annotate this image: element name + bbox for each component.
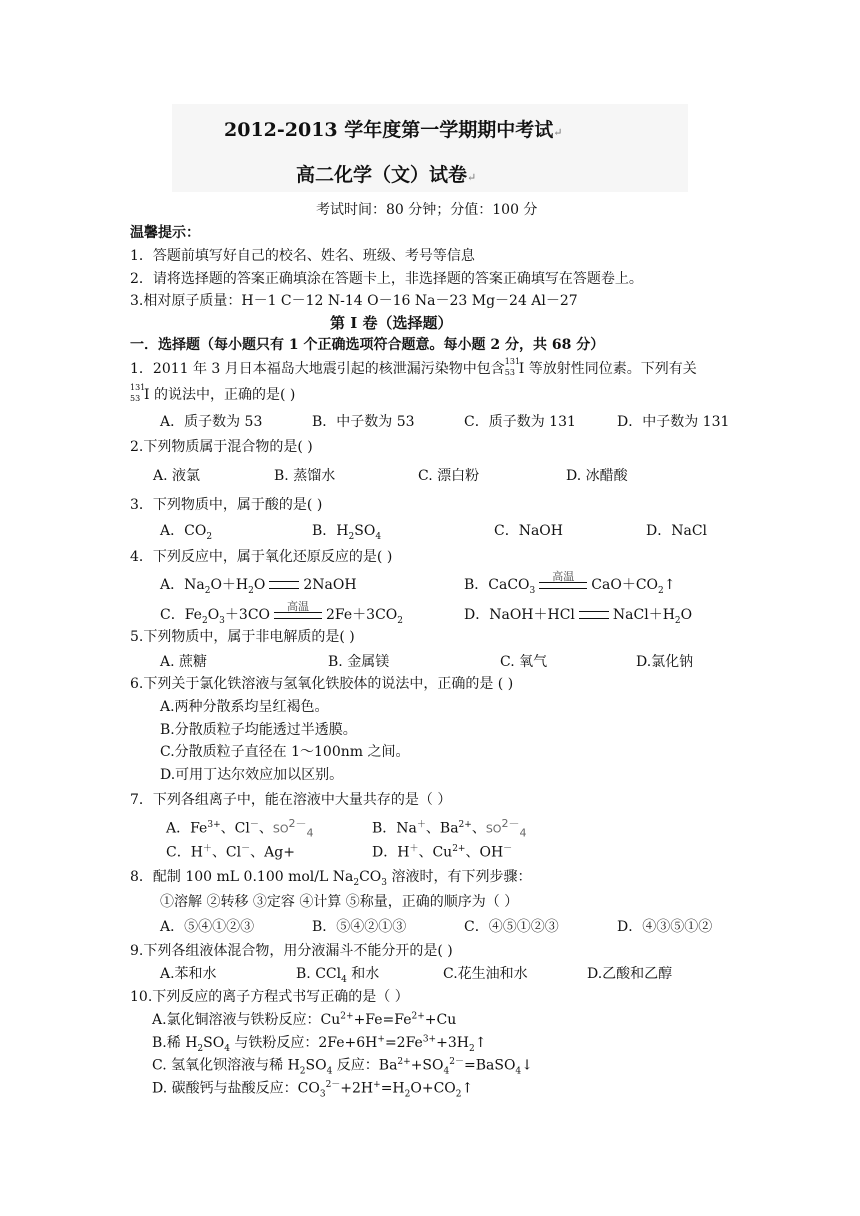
q8-option-b: B．⑤④②①③ xyxy=(312,919,407,935)
question-10-stem: 10.下列反应的离子方程式书写正确的是（ ） xyxy=(130,989,409,1005)
q8-option-a: A．⑤④①②③ xyxy=(160,919,255,935)
question-1-stem: 1．2011 年 3 月日本福岛大地震引起的核泄漏污染物中包含 131 53 I 等放射性同位素。下列有关 xyxy=(130,357,697,377)
question-6-stem: 6.下列关于氯化铁溶液与氢氧化铁胶体的说法中，正确的是 ( ) xyxy=(130,676,514,692)
q4-option-b: B．CaCO$_3$ 高温 $CaO+CO_2↑$ xyxy=(464,569,676,596)
q1-option-c: C．质子数为 131 xyxy=(464,414,576,430)
tip-line-3-atomic-masses: 3.相对原子质量：H－1 C－12 N-14 O－16 Na－23 Mg－24 Al－27 xyxy=(130,293,578,309)
q5-option-c: C. 氧气 xyxy=(500,654,548,670)
q6-option-a: A.两种分散系均呈红褐色。 xyxy=(160,699,329,715)
q8-option-c: C．④⑤①②③ xyxy=(464,919,559,935)
q10-option-b: B.稀 $H_2SO_4$ 与铁粉反应：$2Fe+6H^+=2Fe^{3+}+3H_2↑$ xyxy=(152,1034,487,1054)
q10-option-c: C. 氢氧化钡溶液与稀 $H_2SO_4$ 反应：$Ba^{2+}+SO_4^{2-}=BaSO_4↓$ xyxy=(152,1057,533,1077)
q9-option-a: A.苯和水 xyxy=(160,966,217,982)
q9-option-b: B. CCl$_4$ 和水 xyxy=(296,966,380,985)
q5-option-b: B. 金属镁 xyxy=(328,654,390,670)
isotope-symbol: 131 53 xyxy=(130,383,146,403)
exam-info: 考试时间：80 分钟；分值：100 分 xyxy=(316,202,538,218)
question-4-stem: 4．下列反应中，属于氧化还原反应的是( ) xyxy=(130,549,393,565)
tip-line-2: 2．请将选择题的答案正确填涂在答题卡上，非选择题的答案正确填写在答题卷上。 xyxy=(130,271,643,287)
question-8-stem: 8．配制 100 mL 0.100 mol/L $Na_2CO_3$ 溶液时，有下列步骤： xyxy=(130,869,532,888)
tips-heading: 温馨提示： xyxy=(130,225,200,241)
q7-option-d: D．H＋、$Cu^{2+}$、OH－ xyxy=(372,844,513,861)
q6-option-c: C.分散质粒子直径在 1～100nm 之间。 xyxy=(160,744,410,760)
q2-option-c: C. 漂白粉 xyxy=(418,468,480,484)
equals-double-line xyxy=(579,611,609,619)
exam-title: 2012-2013 学年度第一学期期中考试↵ xyxy=(224,119,563,141)
q5-option-a: A. 蔗糖 xyxy=(160,654,208,670)
q6-option-d: D.可用丁达尔效应加以区别。 xyxy=(160,767,344,783)
q1-option-a: A．质子数为 53 xyxy=(160,414,263,430)
q9-option-d: D.乙酸和乙醇 xyxy=(587,966,673,982)
q4-option-d: D．NaOH＋HCl $NaCl+H_2O$ xyxy=(464,607,693,626)
q9-option-c: C.花生油和水 xyxy=(443,966,528,982)
q3-option-a: A．$CO_2$ xyxy=(160,523,213,542)
q8-steps: ①溶解 ②转移 ③定容 ④计算 ⑤称量，正确的顺序为（ ） xyxy=(160,894,519,910)
q10-option-a: A.氯化铜溶液与铁粉反应：$Cu^{2+}+Fe=Fe^{2+}+Cu$ xyxy=(152,1011,457,1028)
q5-option-d: D.氯化钠 xyxy=(636,654,694,670)
question-3-stem: 3．下列物质中，属于酸的是( ) xyxy=(130,497,323,513)
q4-option-a: A．$Na_2O+H_2O$ 2NaOH xyxy=(160,577,357,596)
q2-option-d: D. 冰醋酸 xyxy=(566,468,628,484)
reaction-condition-arrow: 高温 xyxy=(274,612,322,619)
q8-option-d: D．④③⑤①② xyxy=(617,919,713,935)
q7-option-a: A．$Fe^{3+}$、Cl－、$SO^{2-}_4$ xyxy=(166,817,314,840)
question-7-stem: 7．下列各组离子中，能在溶液中大量共存的是（ ） xyxy=(130,792,452,808)
q3-option-d: D．NaCl xyxy=(646,523,708,539)
q4-option-c: C．$Fe_2O_3+3CO$ 高温 $2Fe+3CO_2$ xyxy=(160,599,403,626)
question-1-stem-cont: 131 53 I 的说法中，正确的是( ) xyxy=(130,383,296,403)
q2-option-b: B. 蒸馏水 xyxy=(274,468,336,484)
tip-line-1: 1．答题前填写好自己的校名、姓名、班级、考号等信息 xyxy=(130,248,475,264)
q6-option-b: B.分散质粒子均能透过半透膜。 xyxy=(160,722,357,738)
equals-double-line xyxy=(269,581,299,589)
section-title: 第 I 卷（选择题） xyxy=(330,314,453,332)
reaction-condition-arrow: 高温 xyxy=(539,582,587,589)
paper-title: 高二化学（文）试卷↵ xyxy=(296,164,477,186)
isotope-symbol: 131 53 xyxy=(504,357,521,377)
q7-option-b: B．Na＋、$Ba^{2+}$、$SO^{2-}_4$ xyxy=(372,817,527,840)
question-9-stem: 9.下列各组液体混合物，用分液漏斗不能分开的是( ) xyxy=(130,943,453,959)
question-2-stem: 2.下列物质属于混合物的是( ) xyxy=(130,439,313,455)
question-5-stem: 5.下列物质中，属于非电解质的是( ) xyxy=(130,629,355,645)
q10-option-d: D. 碳酸钙与盐酸反应：$CO_3^{2-}+2H^+=H_2O+CO_2↑$ xyxy=(152,1080,474,1100)
q1-option-d: D．中子数为 131 xyxy=(617,414,730,430)
section-instruction: 一．选择题（每小题只有 1 个正确选项符合题意。每小题 2 分，共 68 分） xyxy=(130,337,605,353)
q2-option-a: A. 液氯 xyxy=(153,468,201,484)
q3-option-b: B．$H_2SO_4$ xyxy=(312,523,382,542)
q7-option-c: C．H＋、Cl－、Ag+ xyxy=(166,844,295,861)
q3-option-c: C．NaOH xyxy=(494,523,563,539)
q1-option-b: B．中子数为 53 xyxy=(312,414,415,430)
